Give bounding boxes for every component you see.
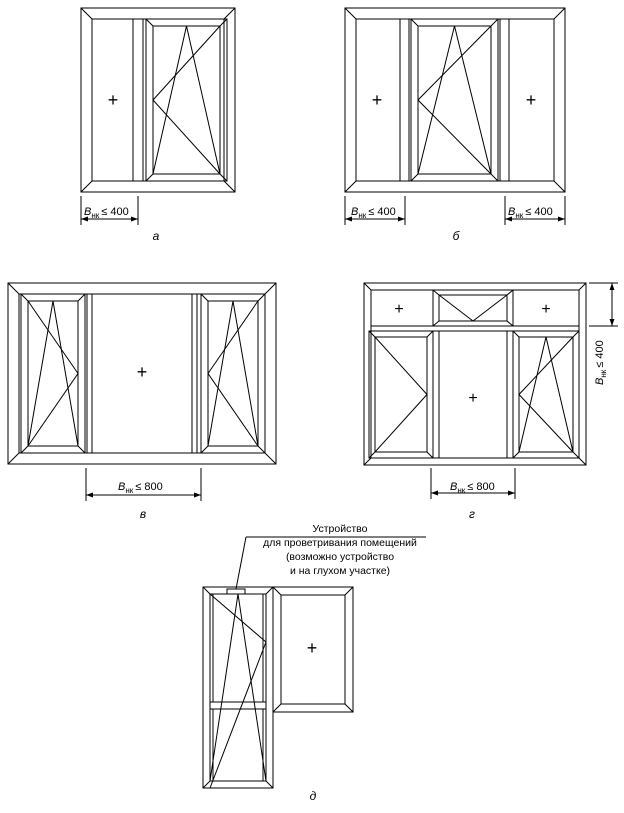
opening-mark xyxy=(208,374,258,447)
figure-b-left-fixed-mark: + xyxy=(371,90,383,110)
figure-g-dimension-label: $B_{нк} \le 800$ xyxy=(450,481,495,495)
figure-g-dimensions xyxy=(431,283,618,499)
sash-g-right-inner-edge xyxy=(519,337,573,452)
frame-v-miter xyxy=(265,453,276,464)
sash-d-lower xyxy=(213,709,263,781)
sash-a-inner-edge xyxy=(153,26,220,174)
sash-a-miter xyxy=(146,19,153,26)
figure-a-dimension-label: $B_{нк} \le 400$ xyxy=(84,206,129,220)
frame-d-tall-inner-edge xyxy=(210,594,266,781)
opening-mark xyxy=(375,337,427,395)
sash-b-outer-edge xyxy=(411,19,498,181)
sash-g-left-miter xyxy=(369,331,375,337)
frame-a-miter xyxy=(81,8,92,19)
figure-g-transom-left-fixed-mark: + xyxy=(394,301,404,318)
figure-v xyxy=(8,283,276,501)
frame-g-miter xyxy=(364,458,371,465)
frame-g-miter xyxy=(579,283,586,290)
figure-a-fixed-panel xyxy=(133,19,143,181)
frame-a-miter xyxy=(224,181,235,192)
sash-g-left-miter xyxy=(427,331,433,337)
frame-v-miter xyxy=(265,283,276,294)
tilt-mark xyxy=(519,337,546,452)
figure-v-left-casement-sash xyxy=(21,294,92,453)
sash-g-left-inner-edge xyxy=(375,337,427,452)
frame-d-fixed-miter xyxy=(345,704,353,712)
miter xyxy=(507,321,513,326)
opening-mark xyxy=(153,26,220,100)
frame-b-inner-edge xyxy=(356,19,554,181)
figure-g-caption: г xyxy=(469,507,475,521)
tilt-mark xyxy=(418,26,455,174)
tilt-mark xyxy=(233,301,258,446)
sash-b-miter xyxy=(411,174,418,181)
figure-d-tall-casement-window xyxy=(203,587,273,788)
opening-mark xyxy=(28,301,78,374)
figure-b-left-dimension-label: $B_{нк} \le 400$ xyxy=(351,206,396,220)
figure-b-center-casement-sash xyxy=(411,19,498,181)
frame-d-tall-miter xyxy=(266,781,273,788)
figure-b-right-fixed-mark: + xyxy=(525,90,537,110)
sash-v-right-miter xyxy=(258,294,265,301)
miter xyxy=(433,290,439,295)
figure-d-note-line-1: Устройство xyxy=(312,523,368,535)
sash-v-right-miter xyxy=(258,446,265,453)
figure-d-caption: д xyxy=(309,789,317,803)
figure-g-transom-right-fixed-mark: + xyxy=(541,301,551,318)
leader-line xyxy=(236,537,246,589)
frame-d-fixed-miter xyxy=(273,587,281,595)
sash-g-left-miter xyxy=(369,452,375,458)
tilt-mark xyxy=(28,301,53,446)
frame-d-tall-miter xyxy=(266,587,273,594)
figure-a-casement-sash xyxy=(146,19,227,181)
sash-g-left-outer-edge xyxy=(369,331,433,458)
tilt-mark xyxy=(187,26,221,174)
sash-g-right-miter xyxy=(573,452,579,458)
figure-v-center-fixed-panel xyxy=(192,294,197,453)
tilt-mark xyxy=(210,594,238,781)
sash-g-right-miter xyxy=(513,331,519,337)
sash-a-miter xyxy=(146,174,153,181)
sash-g-right-miter xyxy=(513,452,519,458)
sash-v-left-miter xyxy=(78,446,85,453)
figure-a xyxy=(81,8,235,225)
figure-d-fixed-mark: + xyxy=(306,638,318,658)
opening-mark xyxy=(28,374,78,447)
vent-slot xyxy=(227,589,245,594)
frame-g-miter xyxy=(579,458,586,465)
opening-mark xyxy=(473,295,507,321)
miter xyxy=(433,321,439,326)
sash-b-miter xyxy=(491,174,498,181)
opening-mark xyxy=(418,26,491,100)
frame-v-miter xyxy=(8,283,19,294)
sash-v-right-inner-edge xyxy=(208,301,258,446)
figure-b-right-fixed-panel xyxy=(500,19,509,181)
tilt-mark xyxy=(153,26,187,174)
sash-g-right-miter xyxy=(573,331,579,337)
frame-d-fixed-miter xyxy=(273,704,281,712)
frame-a-miter xyxy=(81,181,92,192)
opening-mark xyxy=(375,395,427,453)
sash-v-right-miter xyxy=(201,446,208,453)
sash-v-left-inner-edge xyxy=(28,301,78,446)
frame-b-miter xyxy=(554,8,565,19)
figure-d-note-line-2: для проветривания помещений xyxy=(263,537,417,549)
sash-v-left-miter xyxy=(21,446,28,453)
frame-g-miter xyxy=(364,283,371,290)
frame-d-fixed-miter xyxy=(345,587,353,595)
sash-b-miter xyxy=(491,19,498,26)
figure-a-caption: а xyxy=(152,229,160,243)
figure-v-fixed-mark: + xyxy=(136,362,148,382)
tilt-mark xyxy=(238,594,266,781)
figure-b xyxy=(345,8,565,225)
figure-g-vertical-dimension-label: $B_{нк}\le 400$ xyxy=(594,340,608,385)
tilt-mark xyxy=(455,26,492,174)
sash-b-inner-edge xyxy=(418,26,491,174)
sash-v-left-miter xyxy=(21,294,28,301)
figure-a-fixed-mark: + xyxy=(107,90,119,110)
sash-g-left-miter xyxy=(427,452,433,458)
tilt-mark xyxy=(546,337,573,452)
figure-d-note-line-4: и на глухом участке) xyxy=(289,565,391,577)
sash-v-right-miter xyxy=(201,294,208,301)
figure-v-right-casement-sash xyxy=(201,294,265,453)
figure-g-center-fixed-mark: + xyxy=(468,390,478,407)
opening-mark xyxy=(210,594,266,642)
figure-v-caption: в xyxy=(139,507,147,521)
frame-a-miter xyxy=(224,8,235,19)
figure-b-caption: б xyxy=(452,229,460,243)
frame-b-miter xyxy=(345,8,356,19)
miter xyxy=(507,290,513,295)
frame-b-miter xyxy=(345,181,356,192)
sash-v-left-miter xyxy=(78,294,85,301)
tilt-mark xyxy=(53,301,78,446)
figure-d-note-line-3: (возможно устройство xyxy=(285,551,395,563)
figure-v-dimension-label: $B_{нк} \le 800$ xyxy=(118,481,163,495)
transom-center-inner xyxy=(439,295,507,321)
opening-mark xyxy=(439,295,473,321)
figure-b-right-dimension-label: $B_{нк} \le 400$ xyxy=(508,206,553,220)
opening-mark xyxy=(208,301,258,374)
opening-mark xyxy=(519,395,573,453)
tilt-mark xyxy=(208,301,233,446)
figure-d-ventilation-device xyxy=(227,589,245,594)
opening-mark xyxy=(418,100,491,174)
sash-d-upper xyxy=(213,594,263,702)
frame-b-miter xyxy=(554,181,565,192)
frame-v-miter xyxy=(8,453,19,464)
frame-d-tall-miter xyxy=(203,781,210,788)
sash-a-outer-edge xyxy=(146,19,227,181)
frame-d-tall-miter xyxy=(203,587,210,594)
opening-mark xyxy=(210,642,266,788)
figure-b-left-fixed-panel xyxy=(400,19,409,181)
sash-b-miter xyxy=(411,19,418,26)
sash-g-right-outer-edge xyxy=(513,331,579,458)
opening-mark xyxy=(519,337,573,395)
opening-mark xyxy=(153,100,220,174)
figure-d-note xyxy=(263,523,417,577)
